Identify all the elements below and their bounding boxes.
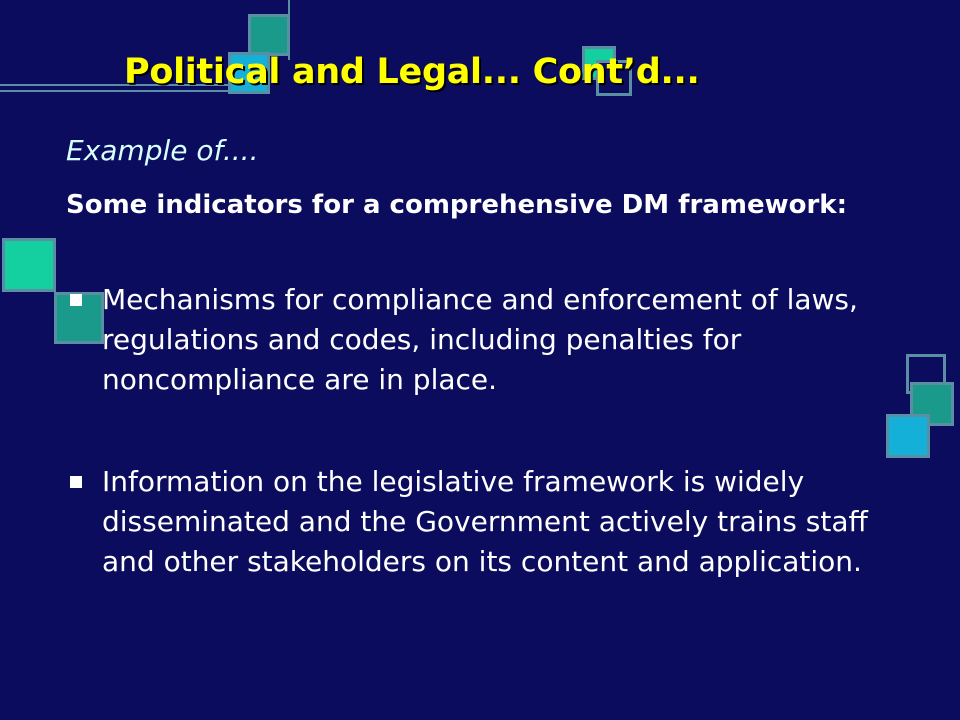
bullet-item	[66, 280, 916, 400]
square-bullet-icon	[70, 294, 82, 306]
bullet-text: Mechanisms for compliance and enforcement of laws, regulations and codes, including penalties for noncompliance are in place.	[102, 283, 858, 396]
decor-square-left-green	[2, 238, 56, 292]
bullet-item	[66, 462, 916, 582]
square-bullet-icon	[70, 476, 82, 488]
slide-subtitle: Example of....	[66, 134, 259, 167]
decor-square-top-teal	[248, 14, 290, 56]
indicators-heading: Some indicators for a comprehensive DM framework:	[66, 190, 847, 220]
slide-title: Political and Legal... Cont’d...	[124, 52, 700, 92]
bullet-list	[66, 280, 916, 644]
bullet-text: Information on the legislative framework is widely disseminated and the Government actively trains staff and other stakeholders on its content and application.	[102, 465, 868, 578]
